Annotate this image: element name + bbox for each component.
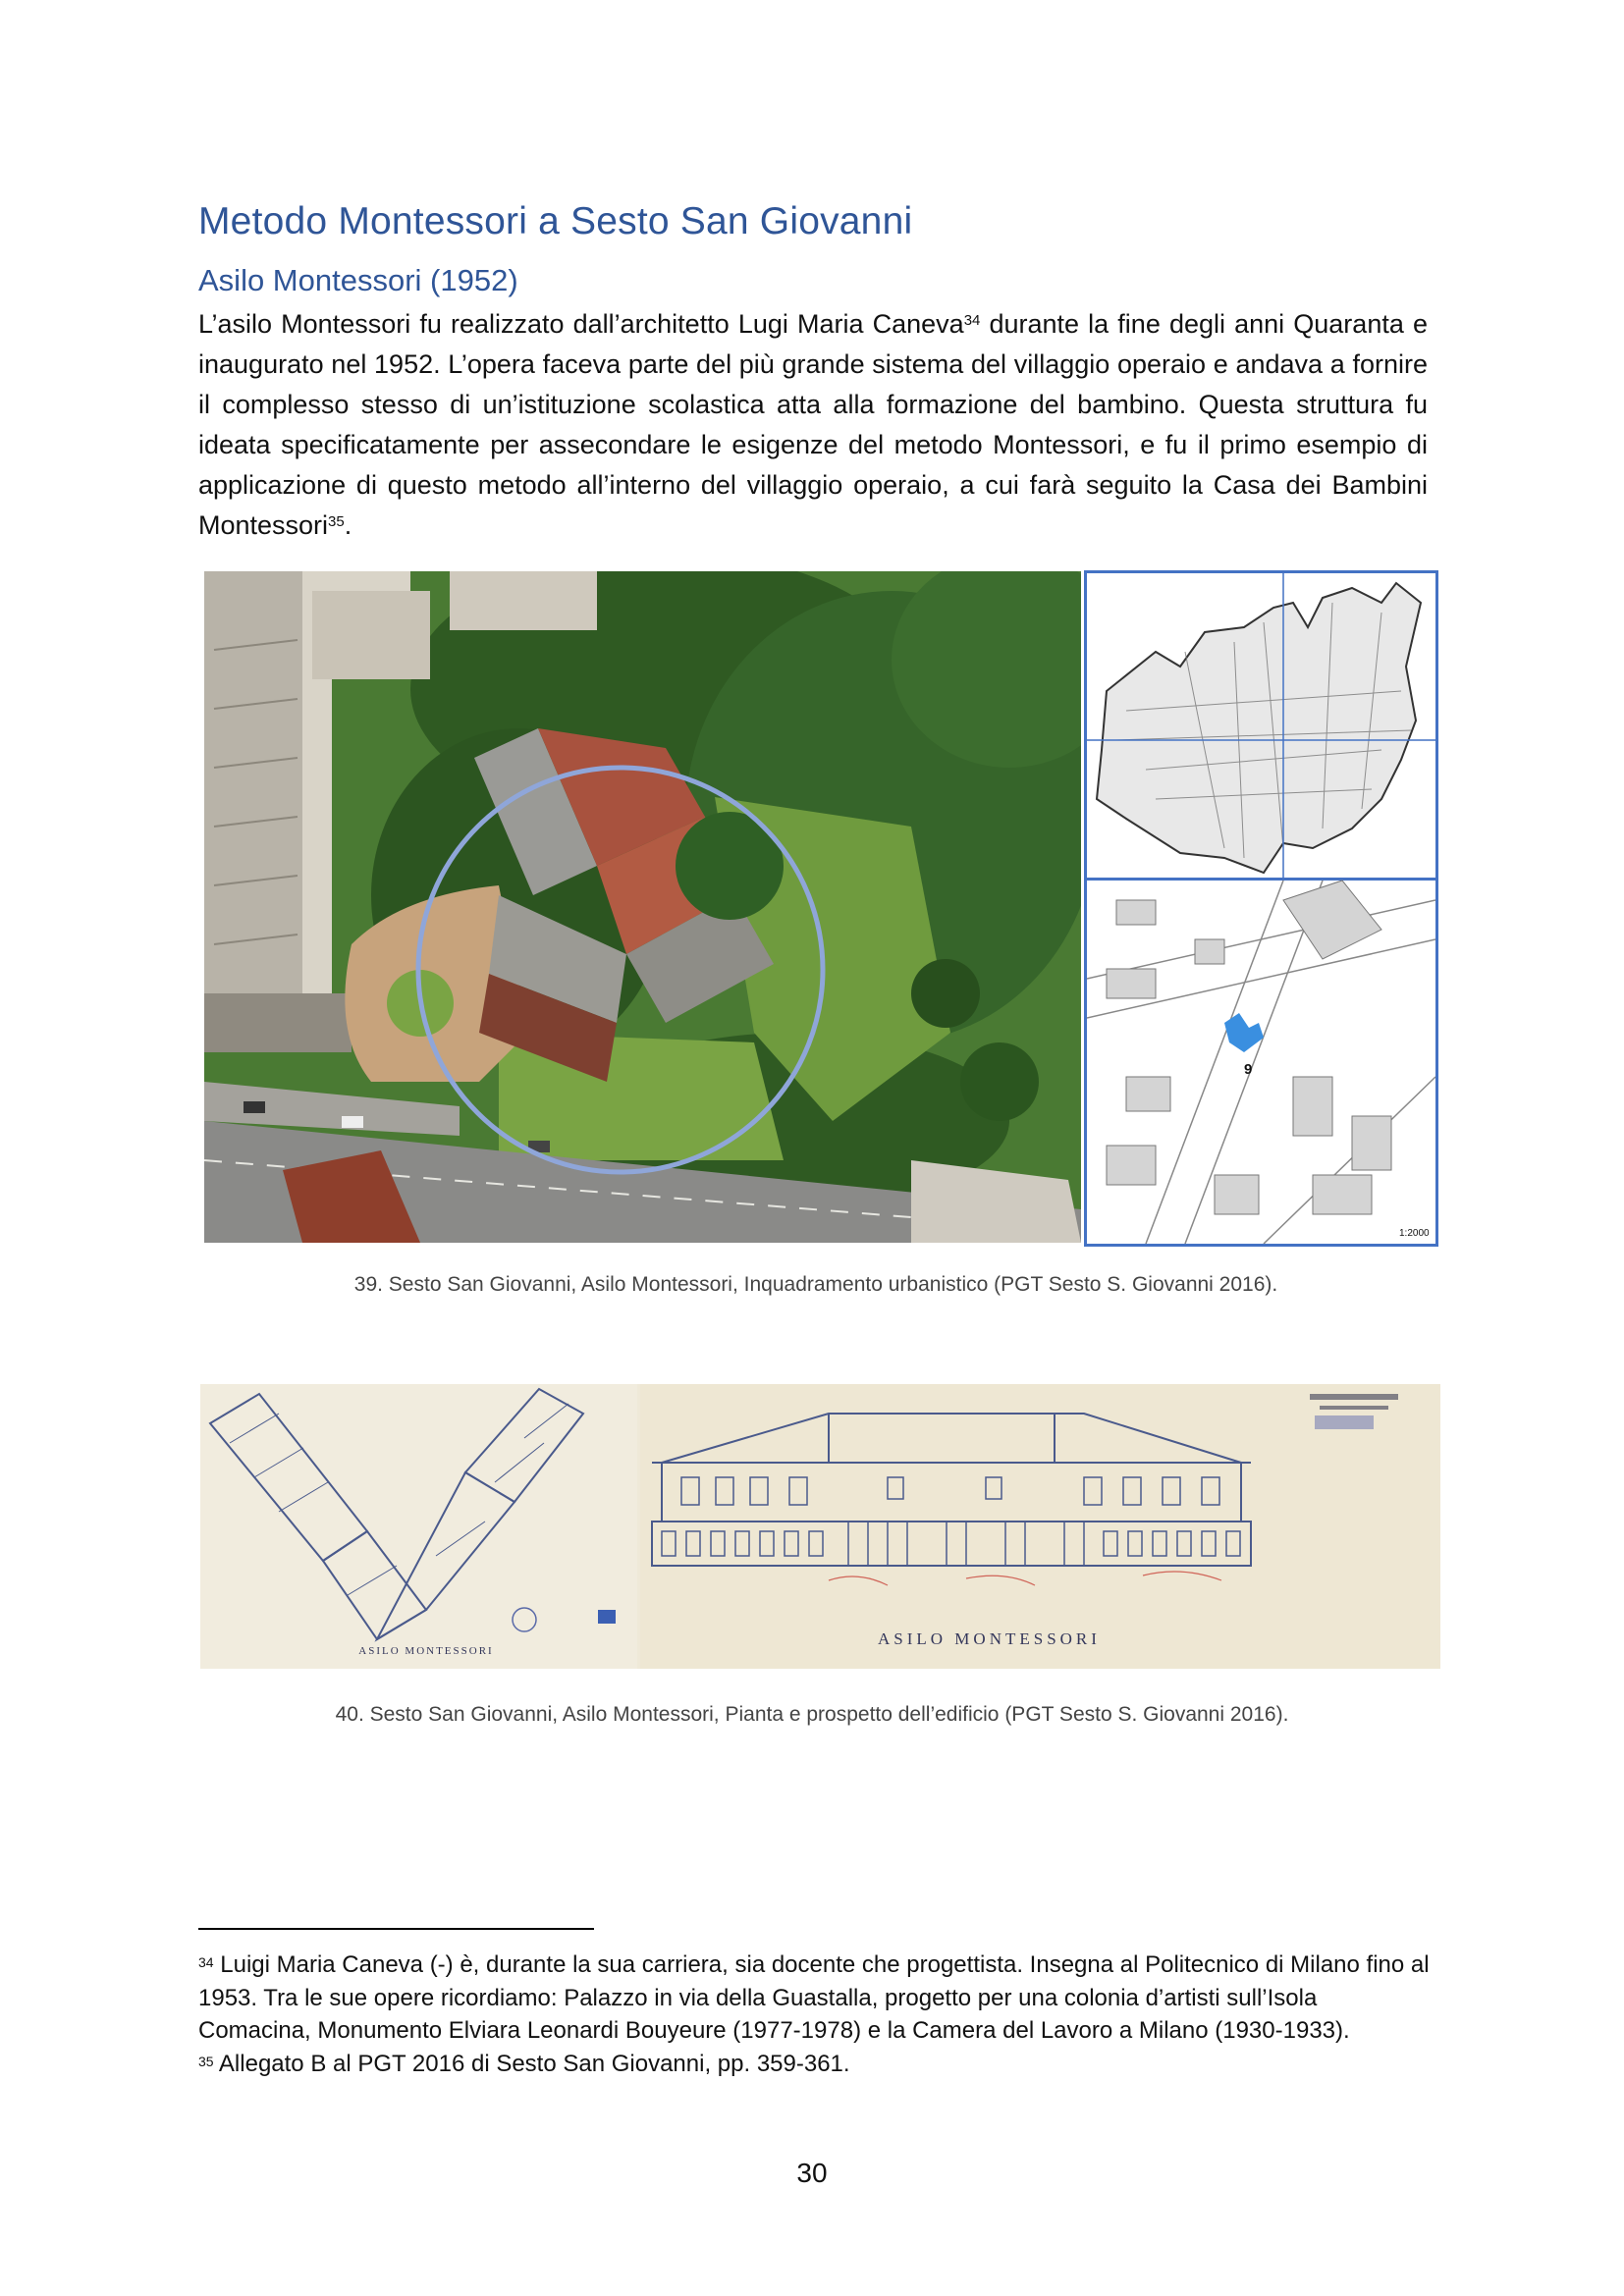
city-outline-map — [1087, 573, 1435, 1244]
subsection-title: Asilo Montessori (1952) — [198, 263, 518, 297]
footnote-text-35: Allegato B al PGT 2016 di Sesto San Giovanni, pp. 359-361. — [213, 2050, 850, 2077]
footnote-number-34: 34 — [198, 1954, 214, 1970]
figure-39-caption: 39. Sesto San Giovanni, Asilo Montessori, Inquadramento urbanistico (PGT Sesto S. Giovanni 2016). — [353, 1273, 1278, 1296]
aerial-photo — [204, 571, 1081, 1243]
footnote-text-34: Luigi Maria Caneva (-) è, durante la sua carriera, sia docente che progettista. Insegna al Politecnico di Milano fino al 1953. Tra le sue opere ricordiamo: Palazzo in via della Guastalla, progetto per una colonia d’artisti sull’Isola Comacina, Monumento Elviara Leonardi Bouyeure (1977-1978) e la Camera del Lavoro a Milano (1930-1933). — [198, 1951, 1430, 2044]
urban-map-panel — [1084, 570, 1438, 1247]
paragraph-text-2: durante la fine degli anni Quaranta e inaugurato nel 1952. L’opera faceva parte del più grande sistema del villaggio operaio e andava a fornire il complesso stesso di un’istituzione scolastica atta alla formazione del bambino. Questa struttura fu ideata specificatamente per assecondare le esigenze del metodo Montessori, e fu il primo esempio di applicazione di questo metodo all’interno del villaggio operaio, a cui farà seguito la Casa dei Bambini Montessori — [198, 309, 1428, 540]
footnote-separator — [198, 1928, 594, 1930]
section-title: Metodo Montessori a Sesto San Giovanni — [198, 200, 913, 242]
footnote-35 — [198, 2048, 1435, 2081]
architectural-drawings — [200, 1384, 1440, 1669]
paragraph-text-3: . — [344, 510, 352, 540]
map-marker-label: 9 — [1244, 1061, 1253, 1078]
footnote-number-35: 35 — [198, 2053, 214, 2069]
figure-40-caption: 40. Sesto San Giovanni, Asilo Montessori, Pianta e prospetto dell’edificio (PGT Sesto S. Giovanni 2016). — [335, 1703, 1289, 1726]
body-paragraph — [198, 304, 1428, 546]
highlight-circle — [204, 571, 1081, 1243]
plan-elevation-drawings — [200, 1384, 1440, 1669]
footnote-ref-34[interactable]: 34 — [963, 312, 981, 329]
page-number: 30 — [796, 2158, 828, 2188]
map-scale-label: 1:2000 — [1399, 1228, 1430, 1239]
footnote-ref-35[interactable]: 35 — [328, 513, 345, 530]
elevation-title: ASILO MONTESSORI — [878, 1629, 1101, 1648]
paragraph-text-1: L’asilo Montessori fu realizzato dall’architetto Lugi Maria Caneva — [198, 309, 964, 339]
plan-title: ASILO MONTESSORI — [358, 1645, 494, 1657]
footnote-34 — [198, 1949, 1435, 2048]
footnotes — [198, 1949, 1435, 2080]
